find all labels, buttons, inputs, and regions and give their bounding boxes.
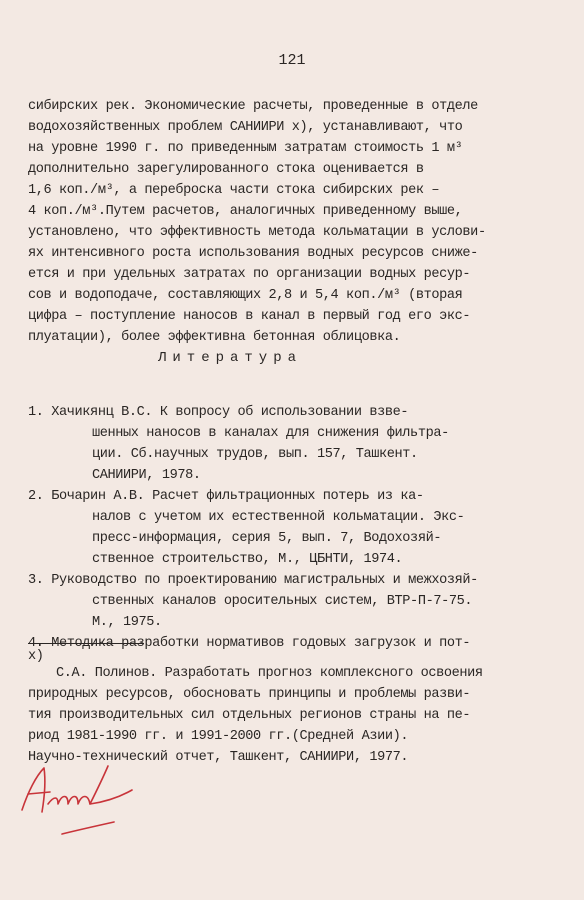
reference-line: ственных каналов оросительных систем, ВТР-П-7-75. [92,594,473,609]
page-number: 121 [278,52,306,69]
body-line: цифра – поступление наносов в канал в первый год его экс- [28,309,471,324]
reference-line: САНИИРИ, 1978. [92,468,201,483]
body-line: водохозяйственных проблем САНИИРИ x), устанавливают, что [28,120,463,135]
body-line: сов и водоподаче, составляющих 2,8 и 5,4 коп./м³ (вторая [28,288,463,303]
body-line: ях интенсивного роста использования водных ресурсов сниже- [28,246,478,261]
reference-line: ственное строительство, М., ЦБНТИ, 1974. [92,552,403,567]
footnote-marker: x) [28,649,44,664]
body-line: плуатации), более эффективна бетонная облицовка. [28,330,401,345]
reference-line: ции. Сб.научных трудов, вып. 157, Ташкент. [92,447,418,462]
reference-line: налов с учетом их естественной кольматации. Экс- [92,510,465,525]
footnote-divider [28,643,144,644]
body-line: 4 коп./м³.Путем расчетов, аналогичных приведенному выше, [28,204,463,219]
reference-line: 3. Руководство по проектированию магистральных и межхозяй- [28,573,478,588]
footnote-line: тия производительных сил отдельных регионов страны на пе- [28,708,471,723]
reference-line: пресс-информация, серия 5, вып. 7, Водохозяй- [92,531,442,546]
body-line: на уровне 1990 г. по приведенным затратам стоимость 1 м³ [28,141,463,156]
footnote-line: С.А. Полинов. Разработать прогноз комплексного освоения [56,666,483,681]
body-line: сибирских рек. Экономические расчеты, проведенные в отделе [28,99,478,114]
reference-line: М., 1975. [92,615,162,630]
footnote-line: природных ресурсов, обосновать принципы и проблемы разви- [28,687,471,702]
footnote-line: риод 1981-1990 гг. и 1991-2000 гг.(Средней Азии). [28,729,409,744]
reference-line: 4. Методика разработки нормативов годовых загрузок и пот- [28,636,471,651]
reference-line: 1. Хачикянц В.С. К вопросу об использовании взве- [28,405,409,420]
reference-line: 2. Бочарин А.В. Расчет фильтрационных потерь из ка- [28,489,424,504]
body-line: установлено, что эффективность метода кольматации в услови- [28,225,486,240]
handwritten-signature [14,752,144,842]
body-line: дополнительно зарегулированного стока оценивается в [28,162,424,177]
reference-line: шенных наносов в каналах для снижения фильтра- [92,426,449,441]
footnote-line: Научно-технический отчет, Ташкент, САНИИРИ, 1977. [28,750,409,765]
references-heading: Литература [158,350,303,366]
body-line: 1,6 коп./м³, а переброска части стока сибирских рек – [28,183,440,198]
body-line: ется и при удельных затратах по организации водных ресур- [28,267,471,282]
